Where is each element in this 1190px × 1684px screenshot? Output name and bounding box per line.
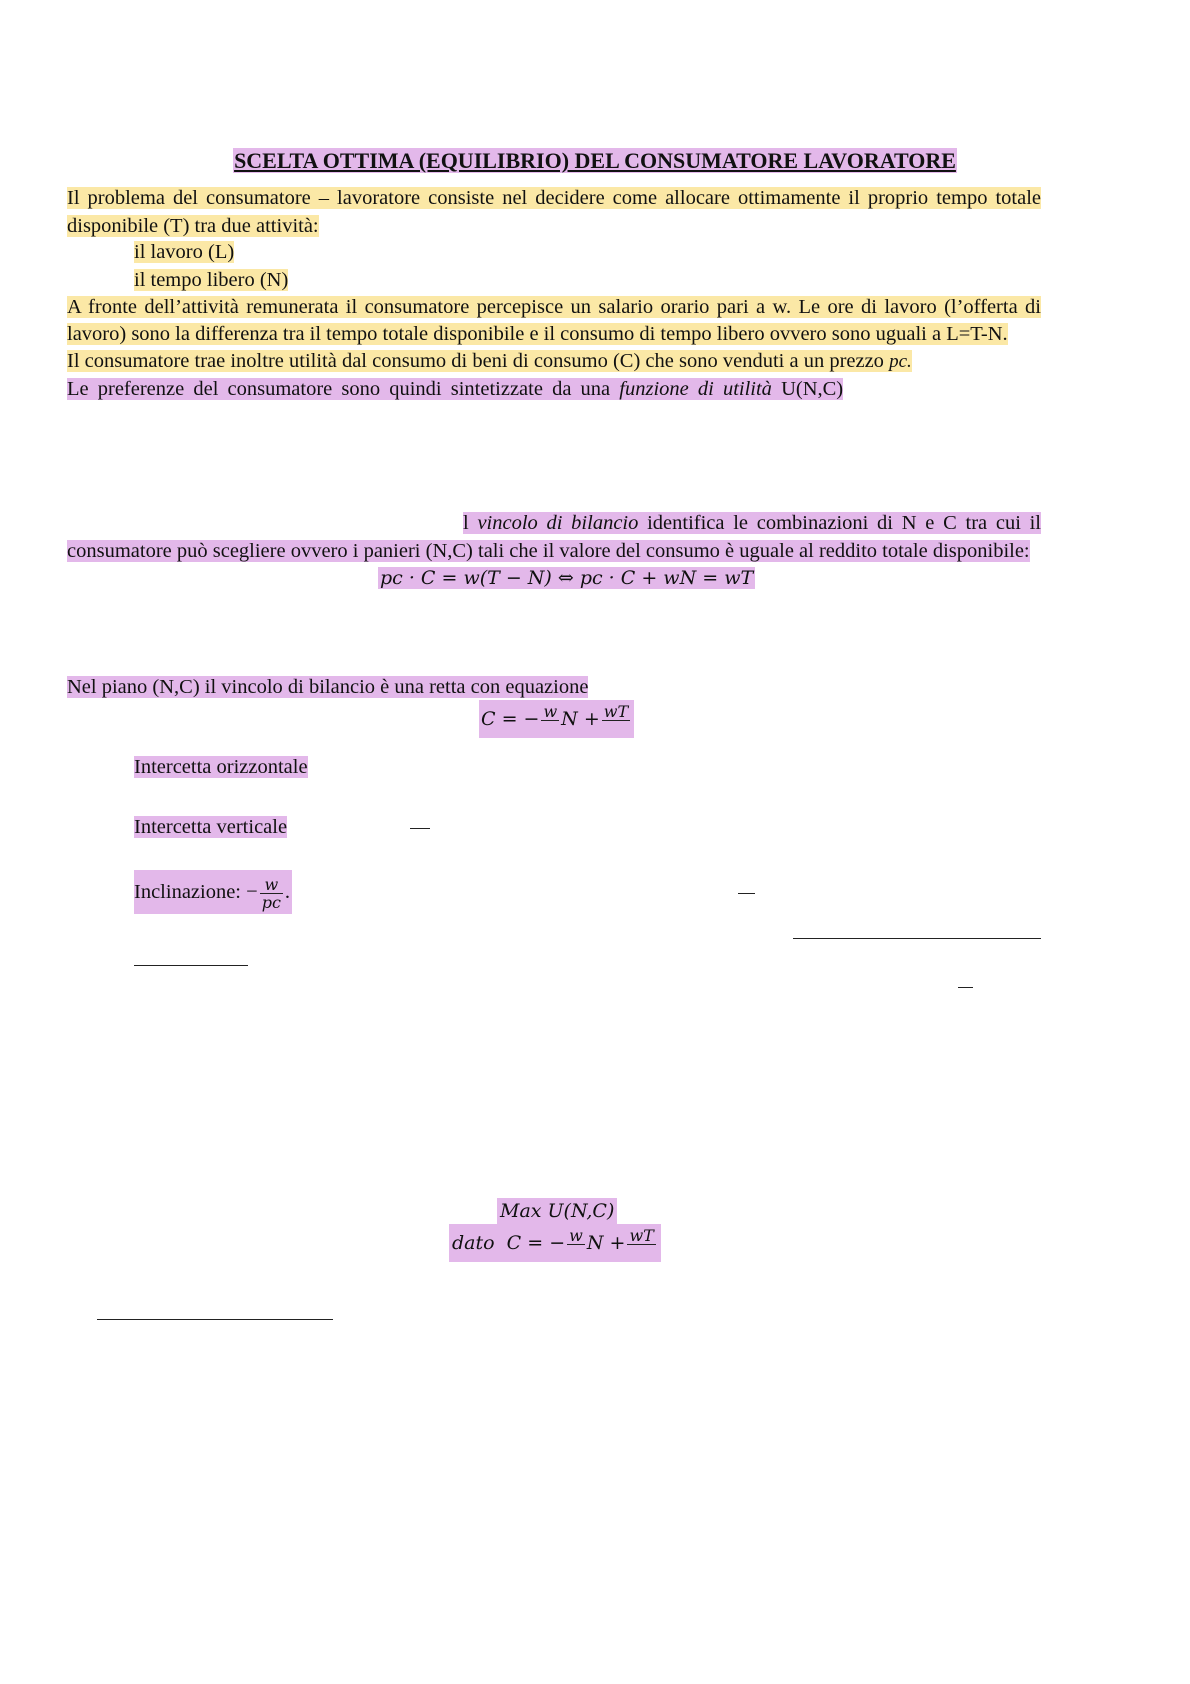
dash-mark [958, 987, 973, 988]
list-item-lavoro: il lavoro (L) [134, 241, 235, 263]
horizontal-rule [134, 965, 248, 966]
vertical-intercept-label: Intercetta verticale [134, 816, 288, 838]
dash-mark [410, 828, 430, 829]
list-item-tempo-libero: il tempo libero (N) [134, 269, 289, 291]
intro-paragraph-line2: disponibile (T) tra due attività: [67, 215, 319, 237]
price-symbol: pc. [889, 351, 912, 372]
budget-paragraph-line1: l vincolo di bilancio identifica le combinazioni di N e C tra cui il [463, 512, 1042, 534]
max-objective: Max U(N,C) [497, 1198, 617, 1224]
line-equation: C = − w N + wT [479, 700, 634, 738]
consumption-paragraph: Il consumatore trae inoltre utilità dal consumo di beni di consumo (C) che sono venduti a un prezzo pc. [67, 350, 912, 372]
budget-equation: pc · C = w(T − N) ⇔ pc · C + wN = wT [380, 567, 754, 589]
budget-paragraph-line2: consumatore può scegliere ovvero i panieri (N,C) tali che il valore del consumo è uguale al reddito totale disponibile: [67, 540, 1030, 562]
wage-paragraph-line1: A fronte dell’attività remunerata il consumatore percepisce un salario orario pari a w. Le ore di lavoro (l’offerta di [67, 296, 1041, 318]
line-intro: Nel piano (N,C) il vincolo di bilancio è una retta con equazione [67, 676, 589, 698]
slope-label: Inclinazione: − $\frac{w}{pc}$ . [134, 870, 292, 914]
preferences-paragraph: Le preferenze del consumatore sono quindi sintetizzate da una funzione di utilità U(N,C) [67, 378, 844, 400]
wage-paragraph-line2: lavoro) sono la differenza tra il tempo totale disponibile e il consumo di tempo libero ovvero sono uguali a L=T-N. [67, 323, 1008, 345]
page-title: SCELTA OTTIMA (EQUILIBRIO) DEL CONSUMATORE LAVORATORE [234, 148, 956, 173]
max-constraint: dato C = − w N + wT [449, 1224, 661, 1262]
horizontal-intercept-label: Intercetta orizzontale [134, 756, 308, 778]
horizontal-rule [793, 938, 1041, 939]
intro-paragraph-line1: Il problema del consumatore – lavoratore consiste nel decidere come allocare ottimamente il proprio tempo totale [67, 187, 1041, 209]
dash-mark [738, 893, 755, 894]
footnote-rule [97, 1319, 333, 1320]
